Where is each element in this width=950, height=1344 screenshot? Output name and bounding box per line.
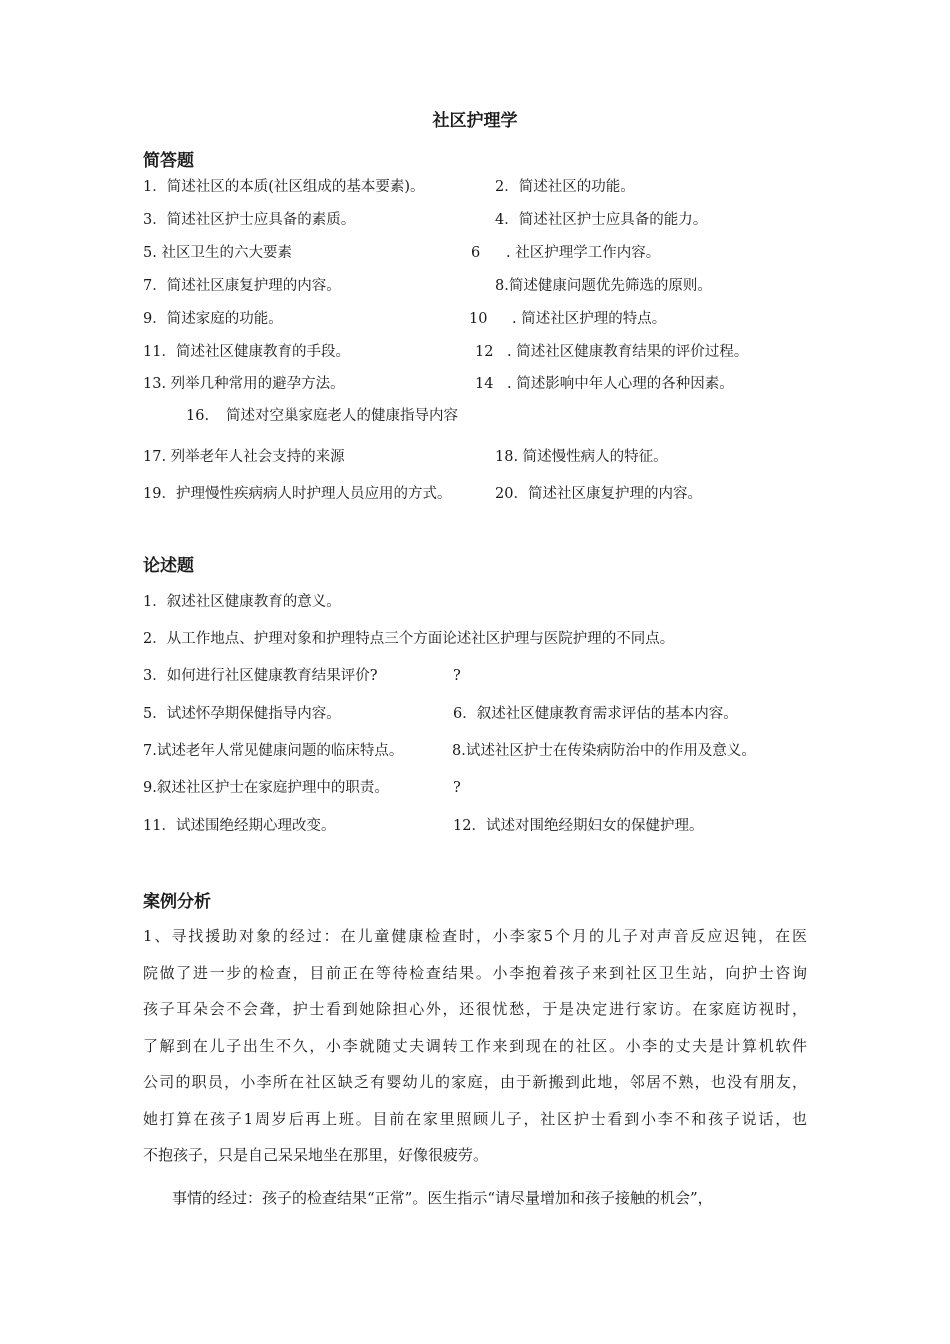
question-item: 1．简述社区的本质(社区组成的基本要素)。: [143, 179, 425, 195]
question-item: 6．叙述社区健康教育需求评估的基本内容。: [453, 706, 738, 722]
document-title: 社区护理学: [432, 111, 518, 131]
question-item: 17. 列举老年人社会支持的来源: [143, 449, 345, 465]
case-paragraph: [143, 918, 807, 1174]
question-item: 11．试述围绝经期心理改变。: [143, 818, 336, 834]
question-item: 13. 列举几种常用的避孕方法。: [143, 376, 345, 392]
paragraph-line: 不抱孩子，只是自己呆呆地坐在那里，好像很疲劳。: [143, 1146, 489, 1164]
question-item: 19．护理慢性疾病病人时护理人员应用的方式。: [143, 486, 452, 502]
question-number: 6: [471, 245, 481, 261]
question-item: 简述对空巢家庭老人的健康指导内容: [226, 408, 458, 424]
question-item: 1．叙述社区健康教育的意义。: [143, 594, 341, 610]
paragraph-line: 她打算在孩子1周岁后再上班。目前在家里照顾儿子，社区护士看到小李不和孩子说话，也: [143, 1109, 807, 1128]
question-number: 16.: [186, 408, 210, 424]
section-heading-case-analysis: 案例分析: [143, 892, 211, 912]
section-heading-short-answer: 简答题: [143, 151, 194, 171]
question-item: 2．简述社区的功能。: [495, 179, 635, 195]
question-placeholder: ?: [453, 780, 461, 796]
question-item: 3．简述社区护士应具备的素质。: [143, 212, 356, 228]
question-item: . 简述社区健康教育结果的评价过程。: [507, 344, 749, 360]
paragraph-line: 孩子耳朵会不会聋，护士看到她除担心外，还很忧愁，于是决定进行家访。在家庭访视时，: [143, 1000, 807, 1018]
question-number: 12: [475, 344, 494, 360]
question-item: 5．试述怀孕期保健指导内容。: [143, 706, 341, 722]
question-item: 3．如何进行社区健康教育结果评价?: [143, 668, 378, 684]
question-item: 4．简述社区护士应具备的能力。: [495, 212, 708, 228]
question-number: 14: [475, 376, 494, 392]
question-item: 8.试述社区护士在传染病防治中的作用及意义。: [452, 743, 756, 759]
paragraph-line: 1、寻找援助对象的经过：在儿童健康检查时，小李家5个月的儿子对声音反应迟钝，在医: [143, 927, 807, 945]
question-item: . 社区护理学工作内容。: [506, 245, 661, 261]
paragraph-line: 公司的职员，小李所在社区缺乏有婴幼儿的家庭，由于新搬到此地，邻居不熟，也没有朋友，: [143, 1073, 807, 1091]
question-number: 10: [469, 311, 488, 327]
question-item: 11．简述社区健康教育的手段。: [143, 344, 350, 360]
question-item: 12．试述对围绝经期妇女的保健护理。: [453, 818, 704, 834]
question-item: 9.叙述社区护士在家庭护理中的职责。: [143, 780, 389, 796]
question-item: 2．从工作地点、护理对象和护理特点三个方面论述社区护理与医院护理的不同点。: [143, 631, 675, 647]
paragraph-line: 了解到在儿子出生不久，小李就随丈夫调转工作来到现在的社区。小李的丈夫是计算机软件: [143, 1036, 807, 1055]
question-item: 8.简述健康问题优先筛选的原则。: [495, 278, 712, 294]
question-item: . 简述影响中年人心理的各种因素。: [507, 376, 734, 392]
question-item: 7.试述老年人常见健康问题的临床特点。: [143, 743, 404, 759]
section-heading-essay: 论述题: [143, 556, 194, 576]
question-item: 5. 社区卫生的六大要素: [143, 245, 292, 261]
question-item: 18. 简述慢性病人的特征。: [495, 449, 668, 465]
question-item: 20．简述社区康复护理的内容。: [495, 486, 702, 502]
question-item: 7．简述社区康复护理的内容。: [143, 278, 341, 294]
paragraph-line: 院做了进一步的检查，目前正在等待检查结果。小李抱着孩子来到社区卫生站，向护士咨询: [143, 963, 807, 982]
question-item: 9．简述家庭的功能。: [143, 311, 283, 327]
question-placeholder: ?: [453, 668, 461, 684]
case-paragraph-2: 事情的经过：孩子的检查结果“正常”。医生指示“请尽量增加和孩子接触的机会”，: [172, 1189, 713, 1207]
question-item: . 简述社区护理的特点。: [512, 311, 667, 327]
